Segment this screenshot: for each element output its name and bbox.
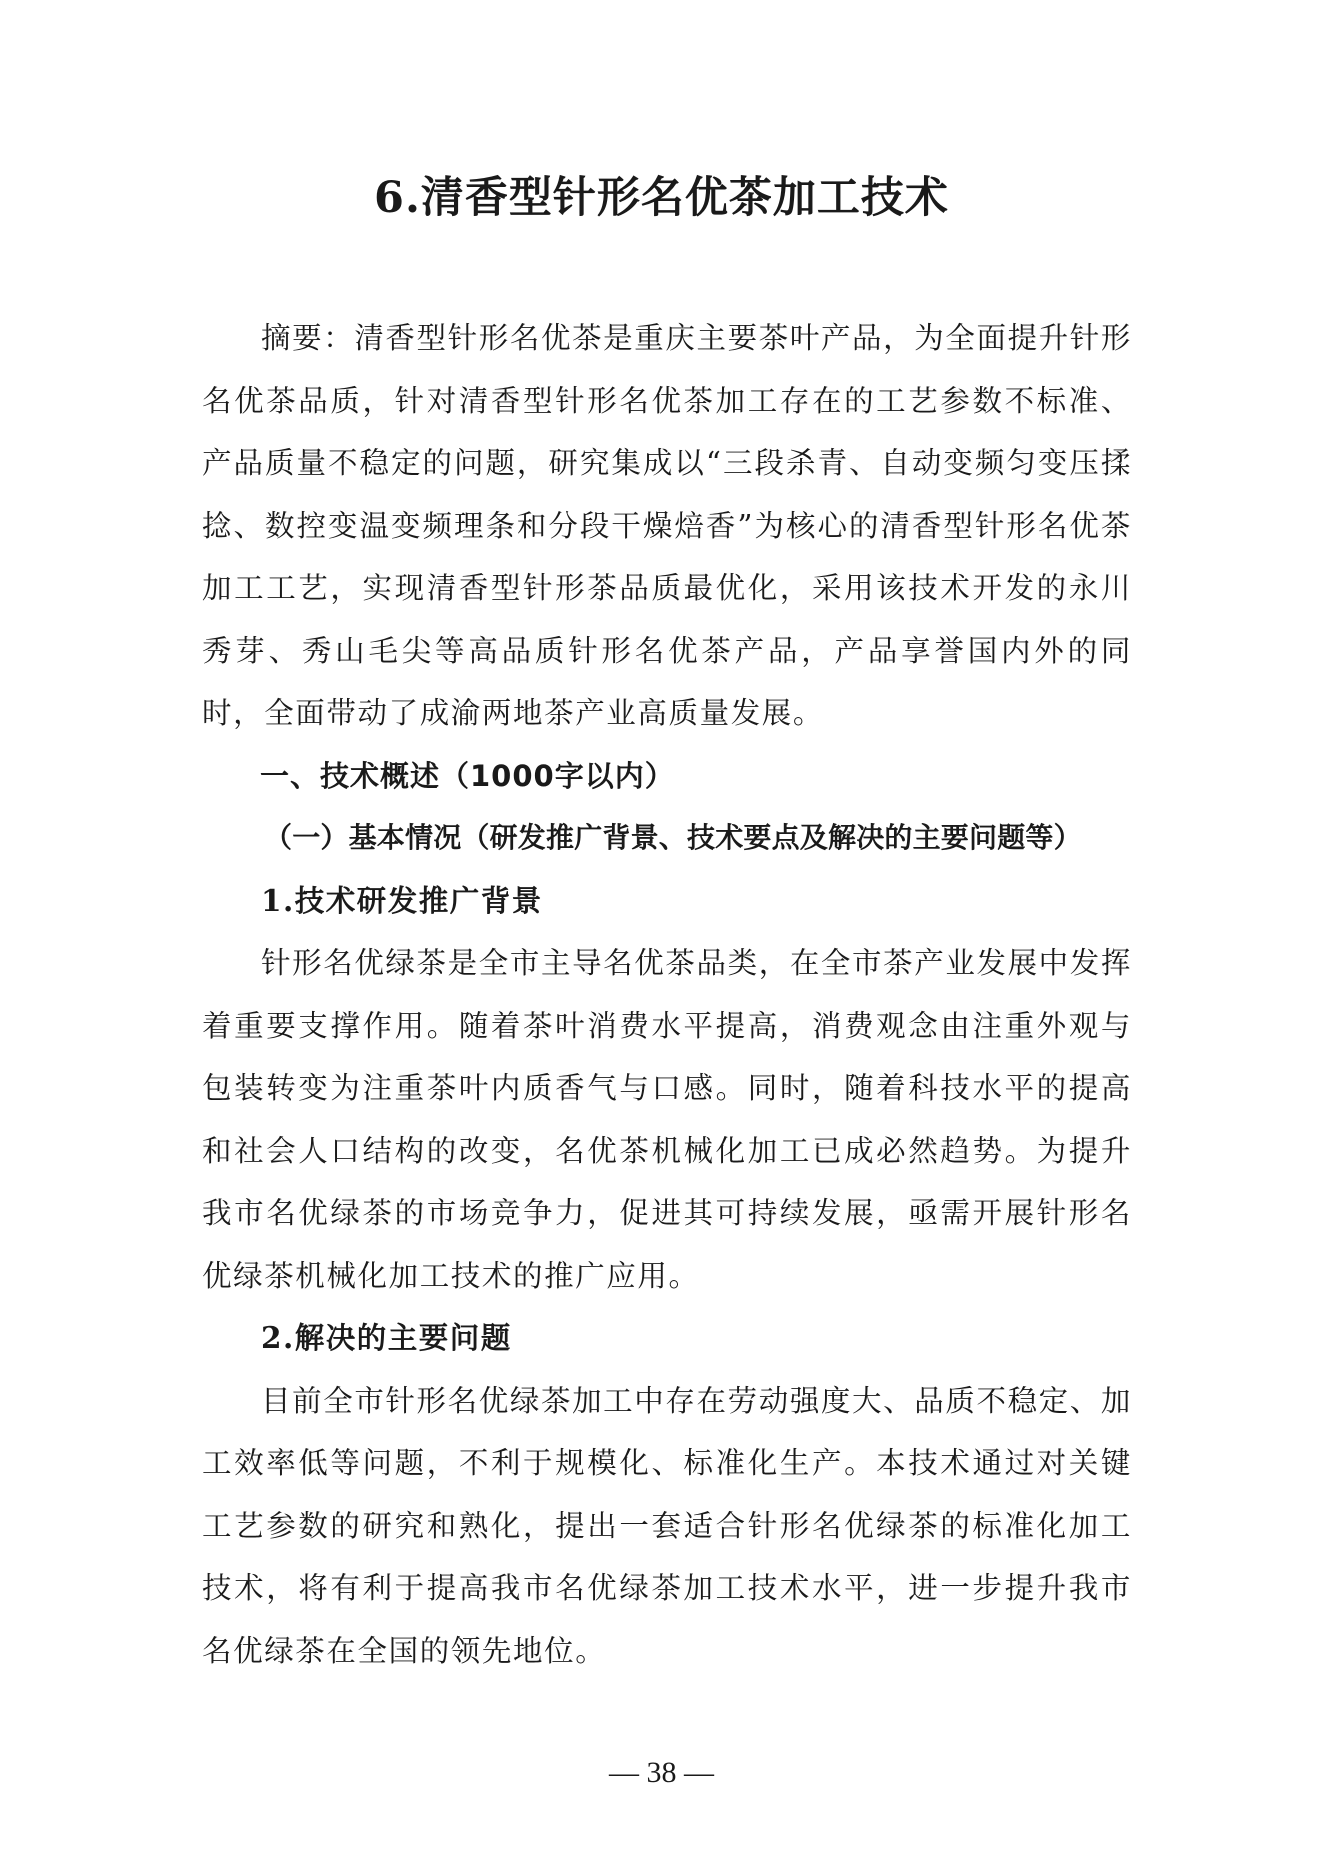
page-number: — 38 —: [609, 1756, 714, 1789]
page-title: 6.清香型针形名优茶加工技术: [374, 173, 949, 223]
item-heading-background: 1.技术研发推广背景: [261, 882, 543, 918]
section-heading-overview: 一、技术概述（1000字以内）: [260, 758, 675, 793]
subsection-heading-basic-info: （一）基本情况（研发推广背景、技术要点及解决的主要问题等）: [264, 821, 1082, 854]
main-problems-paragraph: 目前全市针形名优绿茶加工中存在劳动强度大、品质不稳定、加工效率低等问题，不利于规模化、标准化生产。本技术通过对关键工艺参数的研究和熟化，提出一套适合针形名优绿茶的标准化加工技术，将有利于提高我市名优绿茶加工技术水平，进一步提升我市名优绿茶在全国的领先地位。: [202, 1383, 1132, 1668]
document-body: [202, 307, 1132, 1682]
background-paragraph: 针形名优绿茶是全市主导名优茶品类，在全市茶产业发展中发挥着重要支撑作用。随着茶叶消费水平提高，消费观念由注重外观与包装转变为注重茶叶内质香气与口感。同时，随着科技水平的提高和社会人口结构的改变，名优茶机械化加工已成必然趋势。为提升我市名优绿茶的市场竞争力，促进其可持续发展，亟需开展针形名优绿茶机械化加工技术的推广应用。: [202, 946, 1132, 1293]
item-heading-main-problems: 2.解决的主要问题: [261, 1320, 512, 1355]
abstract-paragraph: 摘要：清香型针形名优茶是重庆主要茶叶产品，为全面提升针形名优茶品质，针对清香型针形名优茶加工存在的工艺参数不标准、产品质量不稳定的问题，研究集成以“三段杀青、自动变频匀变压揉捻、数控变温变频理条和分段干燥焙香”为核心的清香型针形名优茶加工工艺，实现清香型针形茶品质最优化，采用该技术开发的永川秀芽、秀山毛尖等高品质针形名优茶产品，产品享誉国内外的同时，全面带动了成渝两地茶产业高质量发展。: [202, 321, 1132, 730]
